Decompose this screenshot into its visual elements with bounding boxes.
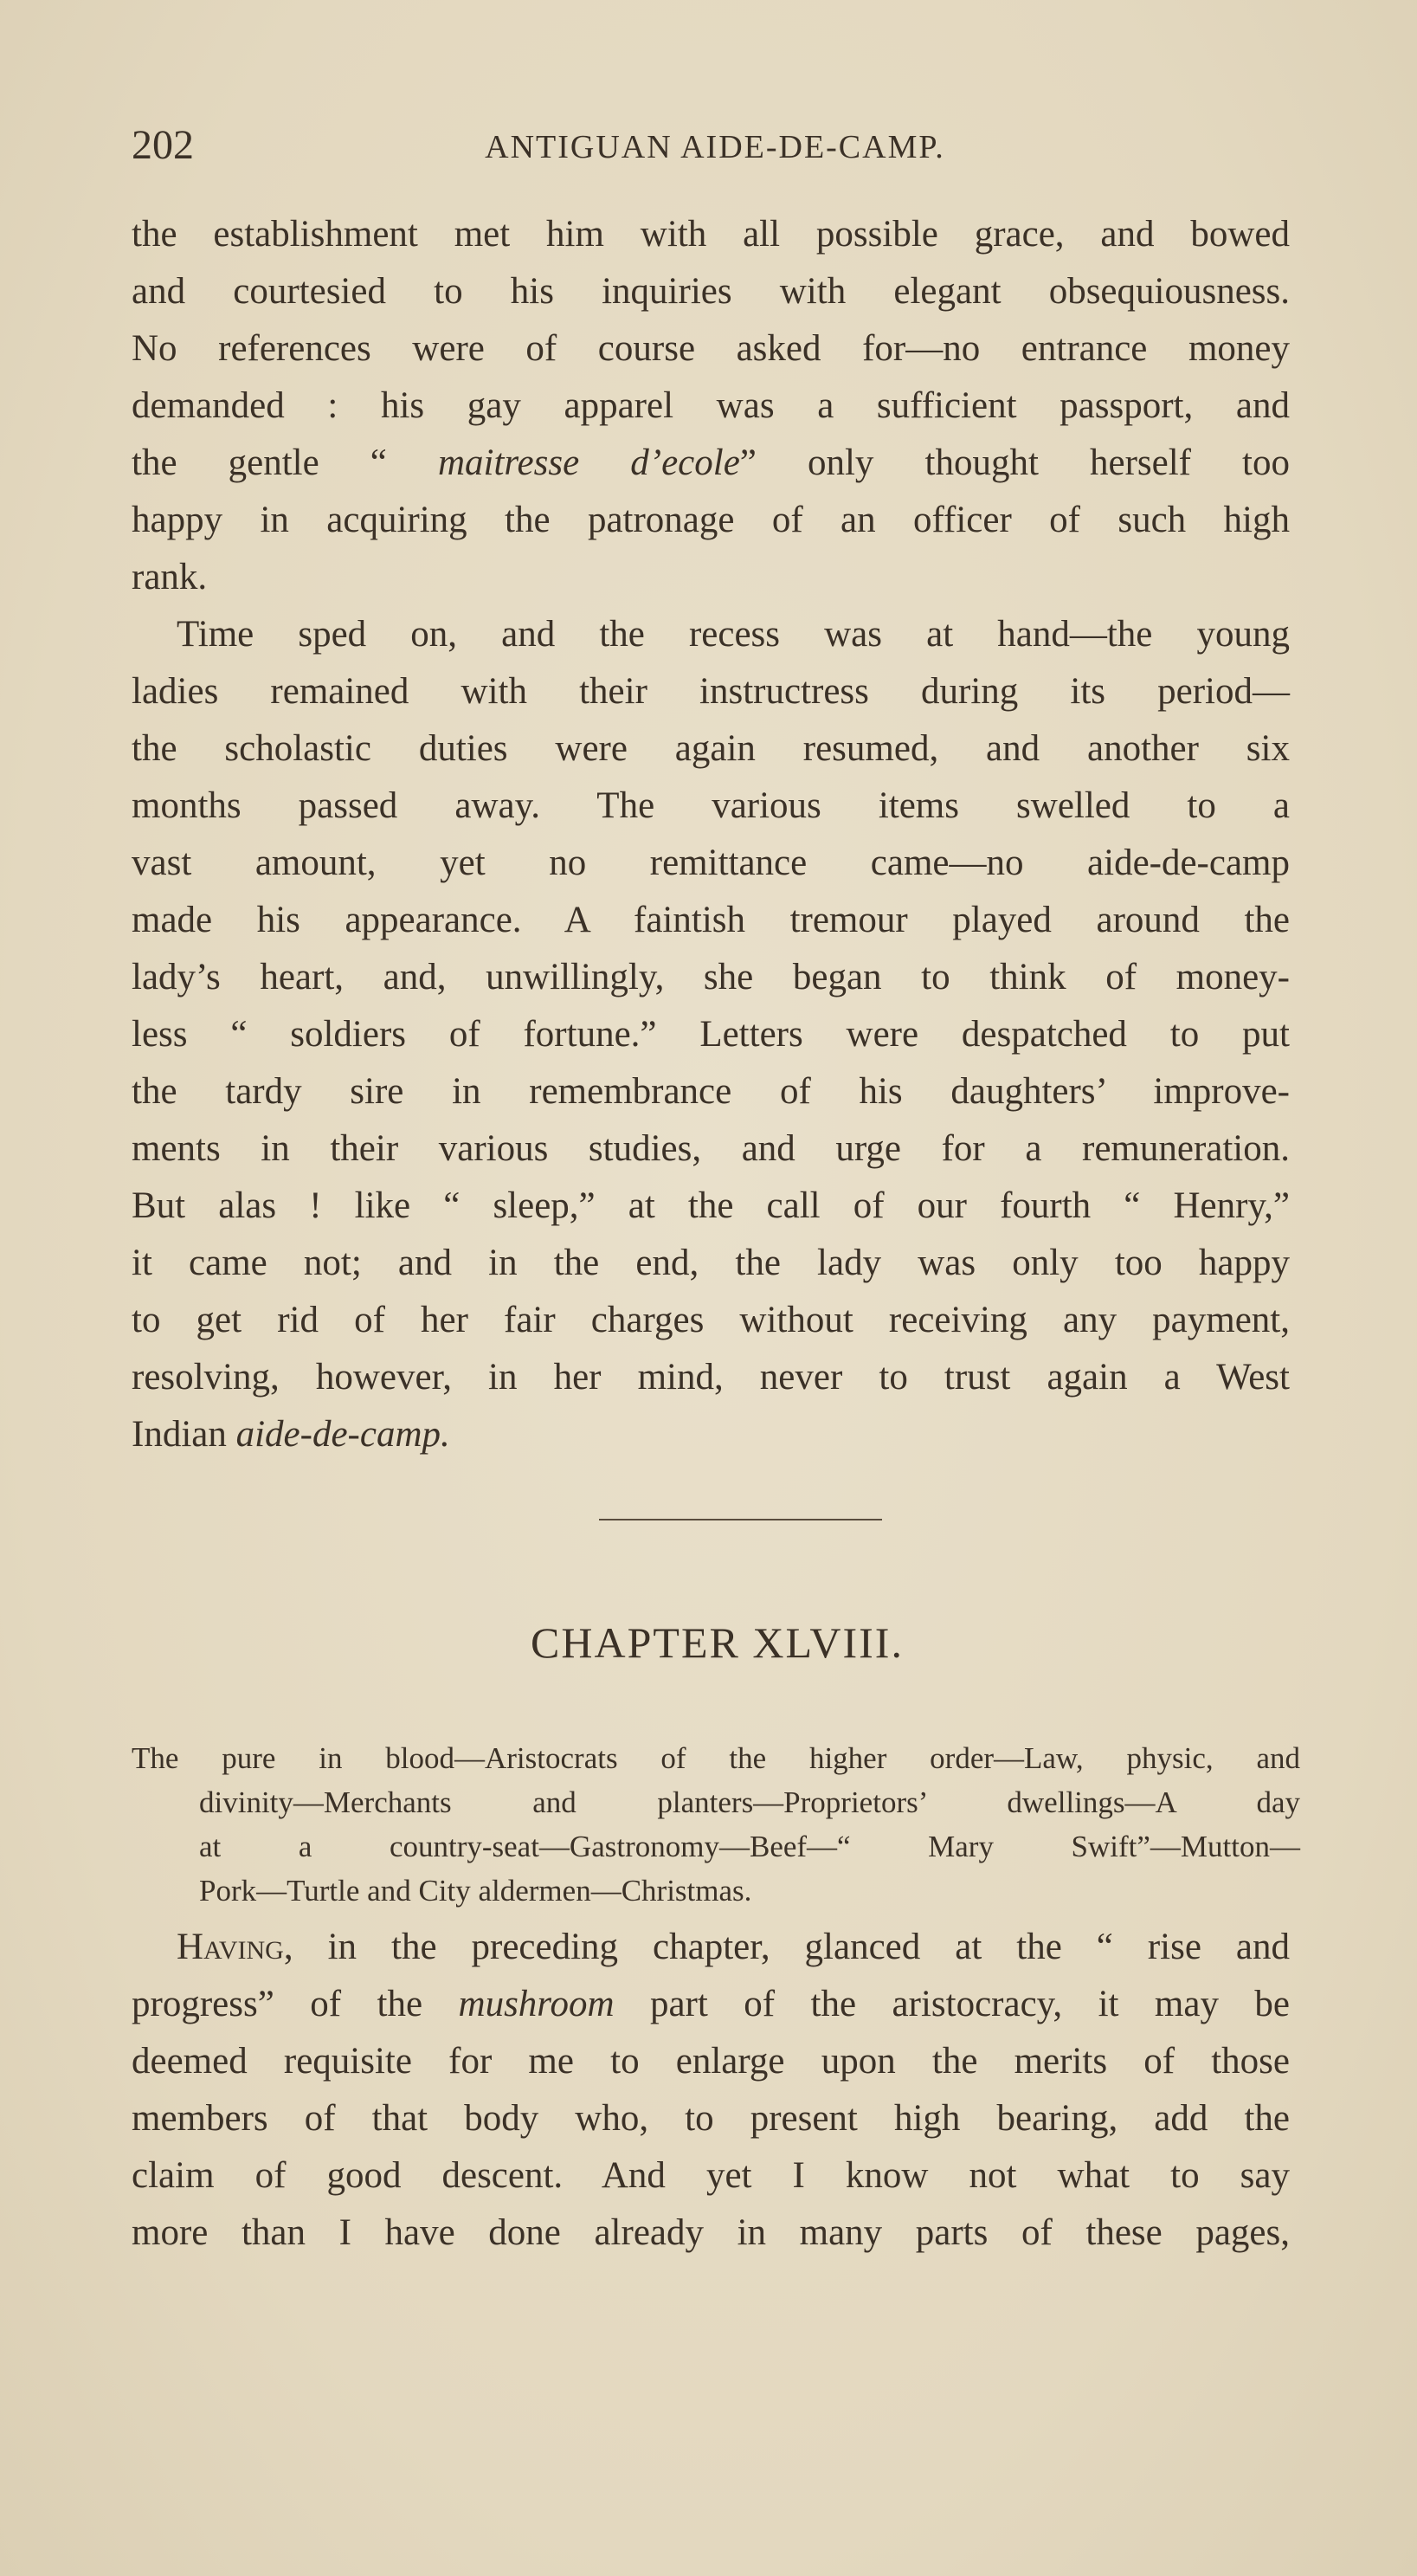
text-line: months passed away. The various items swelled to a <box>132 785 1290 826</box>
text-line: No references were of course asked for—no entrance money <box>132 328 1290 369</box>
text-line <box>132 435 1290 492</box>
body-text-bottom <box>132 1919 1290 2262</box>
text-line <box>132 1976 1290 2033</box>
text-line: the establishment met him with all possible grace, and bowed <box>132 214 1290 255</box>
text-line: to get rid of her fair charges without receiving any payment, <box>132 1300 1290 1340</box>
text-line: ments in their various studies, and urge for a remuneration. <box>132 1128 1290 1169</box>
text-line: Pork—Turtle and City aldermen—Christmas. <box>199 1874 752 1908</box>
text-line: demanded : his gay apparel was a sufficient passport, and <box>132 385 1290 426</box>
running-title: ANTIGUAN AIDE-DE-CAMP. <box>485 129 945 165</box>
text-line: deemed requisite for me to enlarge upon the merits of those <box>132 2041 1290 2082</box>
text-line: The pure in blood—Aristocrats of the higher order—Law, physic, and <box>132 1741 1300 1775</box>
text-line: the tardy sire in remembrance of his daughters’ improve- <box>132 1071 1290 1112</box>
text-segment: Indian <box>132 1414 236 1455</box>
running-header <box>132 121 1290 173</box>
text-line: more than I have done already in many parts of these pages, <box>132 2212 1290 2253</box>
italic-text: mushroom <box>458 1984 615 2024</box>
text-line: and courtesied to his inquiries with elegant obsequiousness. <box>132 271 1290 312</box>
text-line: Time sped on, and the recess was at hand—the young <box>177 614 1290 655</box>
italic-text: maitresse d’ecole <box>437 442 740 483</box>
text-line: ladies remained with their instructress during its period— <box>132 671 1290 712</box>
text-line: divinity—Merchants and planters—Proprietors’ dwellings—A day <box>199 1785 1300 1819</box>
text-segment: , in the preceding chapter, glanced at the “ rise and <box>283 1927 1290 1967</box>
text-segment: Having <box>177 1927 284 1967</box>
body-text-top <box>132 206 1290 1463</box>
text-line <box>132 1919 1290 1976</box>
text-line: it came not; and in the end, the lady was only too happy <box>132 1243 1290 1283</box>
text-line: claim of good descent. And yet I know not what to say <box>132 2155 1290 2196</box>
chapter-summary <box>132 1736 1300 1913</box>
text-line: vast amount, yet no remittance came—no aide-de-camp <box>132 843 1290 883</box>
text-segment: progress” of the <box>132 1984 459 2024</box>
text-line: the scholastic duties were again resumed, and another six <box>132 728 1290 769</box>
italic-text: aide-de-camp. <box>235 1414 450 1455</box>
text-segment: ” only thought herself too <box>739 442 1291 483</box>
text-line: less “ soldiers of fortune.” Letters were despatched to put <box>132 1014 1290 1055</box>
text-line: resolving, however, in her mind, never to trust again a West <box>132 1357 1290 1398</box>
text-line: members of that body who, to present high bearing, add the <box>132 2098 1290 2139</box>
text-line <box>132 1406 1290 1463</box>
text-segment: the gentle “ <box>132 442 438 483</box>
text-line: at a country-seat—Gastronomy—Beef—“ Mary Swift”—Mutton— <box>199 1830 1300 1863</box>
text-line: made his appearance. A faintish tremour played around the <box>132 900 1290 940</box>
text-line: But alas ! like “ sleep,” at the call of our fourth “ Henry,” <box>132 1185 1290 1226</box>
text-line: happy in acquiring the patronage of an officer of such high <box>132 500 1290 540</box>
page-number: 202 <box>132 122 194 168</box>
text-line: lady’s heart, and, unwillingly, she began to think of money- <box>132 957 1290 997</box>
text-line: rank. <box>132 557 208 597</box>
text-segment: part of the aristocracy, it may be <box>614 1984 1290 2024</box>
chapter-title: CHAPTER XLVIII. <box>531 1618 904 1667</box>
section-divider <box>599 1519 882 1520</box>
